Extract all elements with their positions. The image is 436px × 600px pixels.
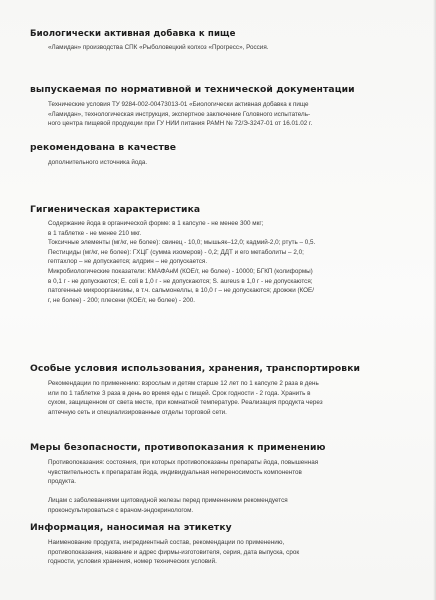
text-line: «Ламидан» производства СПК «Рыболовецкий колхоз «Прогресс», Россия. <box>48 44 269 51</box>
section-heading-label-info: Информация, наносимая на этикетку <box>30 522 232 533</box>
text-line: проконсультироваться с врачом-эндокринологом. <box>48 506 194 514</box>
text-line: сухом, защищенном от света месте, при комнатной температуре. Реализация продукта через <box>48 399 323 407</box>
section-heading-safety: Меры безопасности, противопоказания к применению <box>30 442 326 453</box>
section-heading-recommended: рекомендована в качестве <box>30 142 177 153</box>
text-line: Пестициды (мг/кг, не более): ГХЦГ (сумма изомеров) - 0,2; ДДТ и его метаболиты – 2,0; <box>48 248 304 256</box>
section-heading-documentation: выпускаемая по нормативной и технической документации <box>30 84 355 95</box>
text-line: в 1 таблетке - не менее 210 мкг. <box>48 229 142 237</box>
section-body-label-info <box>48 538 299 567</box>
text-line: Наименование продукта, ингредиентный состав, рекомендации по применению, <box>48 539 285 546</box>
text-line: патогенные микроорганизмы, в т.ч. сальмонеллы, в 10,0 г – не допускаются; дрожжи (КОЕ/ <box>48 287 315 295</box>
text-line: Лицам с заболеваниями щитовидной железы перед применением рекомендуется <box>48 497 288 505</box>
text-line: или по 1 таблетке 3 раза в день во время еды с пищей. Срок годности - 2 года. Хранить в <box>48 389 311 397</box>
text-line: Рекомендации по применению: взрослым и детям старше 12 лет по 1 капсуле 2 раза в день <box>48 380 319 387</box>
section-heading-supplement: Биологически активная добавка к пище <box>30 29 236 39</box>
text-line: аптечную сеть и специализированные отделы торговой сети. <box>48 408 227 416</box>
text-line <box>48 487 318 497</box>
text-line: продукта. <box>48 478 76 486</box>
text-line: чувствительность к препаратам йода, индивидуальная непереносимость компонентов <box>48 468 302 476</box>
text-line: Токсичные элементы (мг/кг, не более): свинец - 10,0; мышьяк–12,0; кадмий-2,0; ртуть – 0,5. <box>48 239 316 247</box>
text-line: дополнительного источника йода. <box>48 159 148 166</box>
text-line: гептахлор – не допускается; алдрин – не допускается. <box>48 258 208 266</box>
section-body-supplement <box>48 43 268 53</box>
section-body-conditions <box>48 379 323 417</box>
text-line: г, не более) - 200; плесени (КОЕ/г, не более) - 200. <box>48 296 195 304</box>
text-line: Микробиологические показатели: КМАФАнМ (КОЕ/г, не более) - 10000; БГКП (колиформы) <box>48 267 313 275</box>
text-line: ного центра пищевой продукции при ГУ НИИ питания РАМН № 72/Э-3247-01 от 16.01.02 г. <box>48 120 313 128</box>
section-heading-hygienic: Гигиеническая характеристика <box>30 204 201 215</box>
section-body-documentation <box>48 100 312 129</box>
text-line: в 0,1 г - не допускаются; E. coli в 1,0 г - не допускаются; S. aureus в 1,0 г - не допускаются; <box>48 277 313 285</box>
section-body-safety <box>48 458 318 516</box>
text-line: «Ламидан», технологическая инструкция, экспертное заключение Головного испытатель- <box>48 110 311 118</box>
text-line: Противопоказания: состояния, при которых противопоказаны препараты йода, повышенная <box>48 459 319 466</box>
text-line: противопоказания, название и адрес фирмы-изготовителя, серия, дата выпуска, срок <box>48 548 300 556</box>
text-line: годности, условия хранения, номер технических условий. <box>48 558 217 566</box>
section-body-recommended <box>48 158 147 168</box>
section-body-hygienic <box>48 219 315 305</box>
text-line: Технические условия ТУ 9284-002-00473013-01 «Биологически активная добавка к пище <box>48 101 309 108</box>
section-heading-conditions: Особые условия использования, хранения, транспортировки <box>30 363 361 374</box>
text-line: Содержание йода в органической форме: в 1 капсуле - не менее 300 мкг; <box>48 220 264 227</box>
